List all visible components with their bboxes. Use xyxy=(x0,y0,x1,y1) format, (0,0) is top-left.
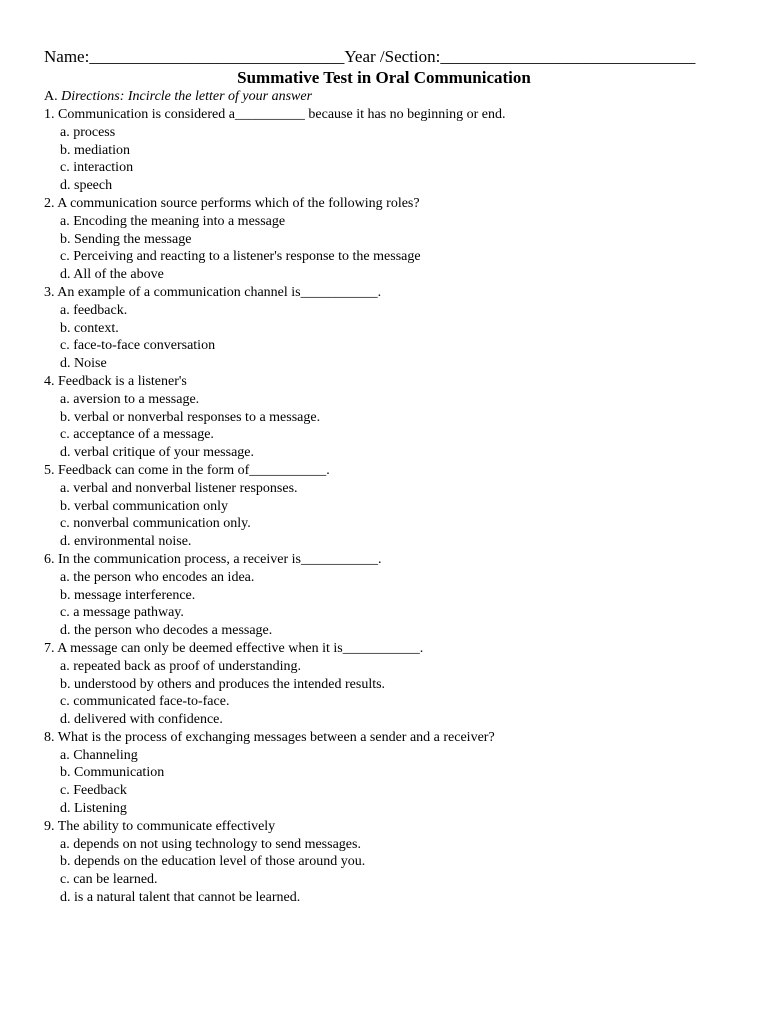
student-info-header xyxy=(44,46,734,68)
answer-option: a. repeated back as proof of understanding. xyxy=(60,658,302,674)
question-stem: 2. A communication source performs which of the following roles? xyxy=(44,195,420,211)
answer-option: c. interaction xyxy=(60,160,134,176)
answer-option: b. mediation xyxy=(60,142,130,158)
answer-option: a. verbal and nonverbal listener responses. xyxy=(60,480,298,496)
question-stem: 8. What is the process of exchanging messages between a sender and a receiver? xyxy=(44,729,495,745)
answer-option: d. Listening xyxy=(60,801,127,817)
answer-option: c. face-to-face conversation xyxy=(60,338,216,354)
answer-option: a. aversion to a message. xyxy=(60,391,200,407)
question-stem: 4. Feedback is a listener's xyxy=(44,373,187,389)
answer-option: a. depends on not using technology to send messages. xyxy=(60,836,361,852)
year-section-label: Year /Section: xyxy=(344,47,441,66)
answer-option: d. is a natural talent that cannot be learned. xyxy=(60,890,301,906)
answer-option: c. Feedback xyxy=(60,783,127,799)
answer-option: c. communicated face-to-face. xyxy=(60,694,230,710)
answer-option: a. the person who encodes an idea. xyxy=(60,569,255,585)
test-title: Summative Test in Oral Communication xyxy=(237,68,531,87)
name-label: Name: xyxy=(44,47,90,66)
answer-option: a. process xyxy=(60,124,116,140)
answer-option: b. depends on the education level of those around you. xyxy=(60,854,366,870)
answer-option: d. verbal critique of your message. xyxy=(60,445,254,461)
question-list xyxy=(44,106,744,907)
answer-option: b. Sending the message xyxy=(60,231,192,247)
directions xyxy=(44,88,312,106)
question-stem: 5. Feedback can come in the form of___________. xyxy=(44,462,330,478)
question-stem: 9. The ability to communicate effectively xyxy=(44,818,276,834)
answer-option: c. acceptance of a message. xyxy=(60,427,214,443)
answer-option: d. Noise xyxy=(60,356,107,372)
question-stem: 3. An example of a communication channel is___________. xyxy=(44,284,382,300)
question-stem: 1. Communication is considered a__________ because it has no beginning or end. xyxy=(44,107,506,122)
answer-option: b. understood by others and produces the intended results. xyxy=(60,676,386,692)
answer-option: a. feedback. xyxy=(60,302,128,318)
year-section-blank: ______________________________ xyxy=(440,47,696,66)
answer-option: b. verbal or nonverbal responses to a message. xyxy=(60,409,321,425)
answer-option: d. environmental noise. xyxy=(60,534,192,550)
answer-option: d. the person who decodes a message. xyxy=(60,623,273,639)
name-blank: ______________________________ xyxy=(89,47,345,66)
answer-option: c. a message pathway. xyxy=(60,605,184,621)
answer-option: b. Communication xyxy=(60,765,165,781)
directions-prefix: A. xyxy=(44,89,62,104)
answer-option: a. Encoding the meaning into a message xyxy=(60,213,286,229)
question-stem: 6. In the communication process, a receiver is___________. xyxy=(44,551,382,567)
answer-option: a. Channeling xyxy=(60,747,138,763)
answer-option: b. message interference. xyxy=(60,587,196,603)
answer-option: d. delivered with confidence. xyxy=(60,712,223,728)
directions-text: Directions: Incircle the letter of your answer xyxy=(61,89,313,104)
answer-option: b. context. xyxy=(60,320,119,336)
answer-option: d. speech xyxy=(60,178,113,194)
answer-option: b. verbal communication only xyxy=(60,498,228,514)
question-stem: 7. A message can only be deemed effective when it is___________. xyxy=(44,640,424,656)
answer-option: c. Perceiving and reacting to a listener's response to the message xyxy=(60,249,421,265)
answer-option: d. All of the above xyxy=(60,267,164,283)
answer-option: c. nonverbal communication only. xyxy=(60,516,251,532)
answer-option: c. can be learned. xyxy=(60,872,158,888)
